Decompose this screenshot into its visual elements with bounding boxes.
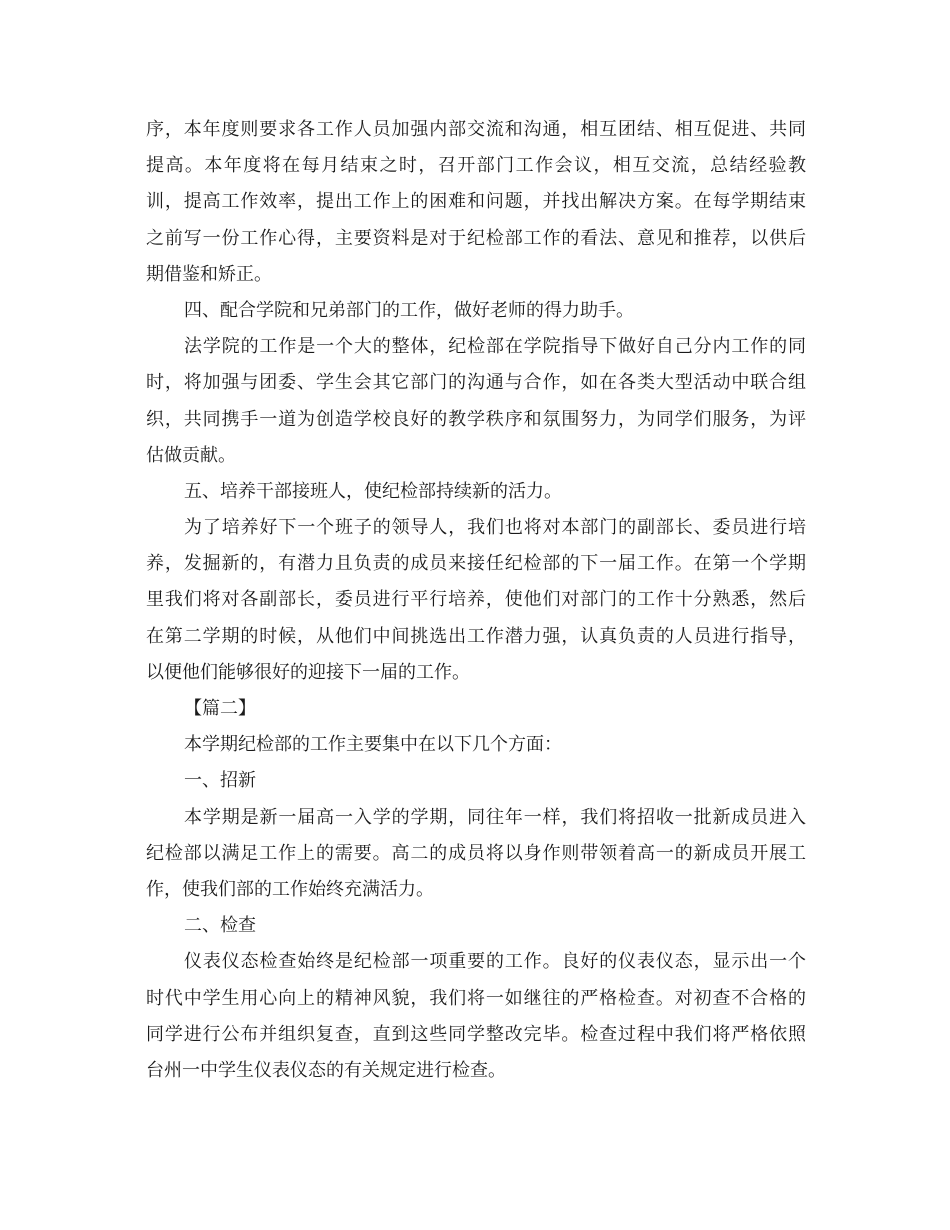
paragraph — [146, 727, 806, 763]
section-heading — [146, 908, 806, 944]
text-line: 之前写一份工作心得，主要资料是对于纪检部工作的看法、意见和推荐，以供后 — [146, 227, 806, 249]
text-line: 序，本年度则要求各工作人员加强内部交流和沟通，相互团结、相互促进、共同 — [146, 119, 806, 140]
section-heading — [146, 474, 806, 510]
heading-line: 一、招新 — [184, 770, 256, 792]
text-line: 以便他们能够很好的迎接下一届的工作。 — [146, 661, 470, 683]
heading-line: 二、检查 — [184, 915, 256, 937]
paragraph — [146, 800, 806, 909]
text-line: 估做贡献。 — [146, 444, 236, 466]
section-title-text: 【篇二】 — [184, 698, 256, 719]
text-line: 法学院的工作是一个大的整体，纪检部在学院指导下做好自己分内工作的同 — [184, 336, 806, 358]
document-page — [146, 112, 806, 1089]
text-line: 织，共同携手一道为创造学校良好的教学秩序和氛围努力，为同学们服务，为评 — [146, 408, 806, 430]
text-line: 期借鉴和矫正。 — [146, 263, 272, 285]
section-heading — [146, 293, 806, 329]
text-line: 仪表仪态检查始终是纪检部一项重要的工作。良好的仪表仪态，显示出一个 — [184, 951, 806, 973]
text-line: 同学进行公布并组织复查，直到这些同学整改完毕。检查过程中我们将严格依照 — [146, 1023, 806, 1045]
text-line: 本学期是新一届高一入学的学期，同往年一样，我们将招收一批新成员进入 — [184, 806, 806, 828]
text-line: 时代中学生用心向上的精神风貌，我们将一如继往的严格检查。对初查不合格的 — [146, 987, 806, 1009]
text-line: 作，使我们部的工作始终充满活力。 — [146, 878, 434, 900]
paragraph — [146, 112, 806, 293]
heading-line: 四、配合学院和兄弟部门的工作，做好老师的得力助手。 — [184, 299, 634, 321]
section-title — [146, 691, 806, 727]
text-line: 提高。本年度将在每月结束之时，召开部门工作会议，相互交流，总结经验教 — [146, 155, 806, 177]
section-heading — [146, 763, 806, 799]
paragraph — [146, 510, 806, 691]
text-line: 训，提高工作效率，提出工作上的困难和问题，并找出解决方案。在每学期结束 — [146, 191, 806, 213]
text-line: 里我们将对各副部长，委员进行平行培养，使他们对部门的工作十分熟悉，然后 — [146, 589, 806, 611]
paragraph — [146, 944, 806, 1089]
text-line: 台州一中学生仪表仪态的有关规定进行检查。 — [146, 1059, 506, 1081]
text-line: 在第二学期的时候，从他们中间挑选出工作潜力强，认真负责的人员进行指导， — [146, 625, 806, 647]
text-line: 本学期纪检部的工作主要集中在以下几个方面： — [184, 734, 562, 756]
paragraph — [146, 329, 806, 474]
text-line: 养，发掘新的，有潜力且负责的成员来接任纪检部的下一届工作。在第一个学期 — [146, 553, 806, 575]
text-line: 为了培养好下一个班子的领导人，我们也将对本部门的副部长、委员进行培 — [184, 517, 806, 539]
text-line: 时，将加强与团委、学生会其它部门的沟通与合作，如在各类大型活动中联合组 — [146, 372, 806, 394]
text-line: 纪检部以满足工作上的需要。高二的成员将以身作则带领着高一的新成员开展工 — [146, 842, 806, 864]
heading-line: 五、培养干部接班人，使纪检部持续新的活力。 — [184, 480, 562, 502]
